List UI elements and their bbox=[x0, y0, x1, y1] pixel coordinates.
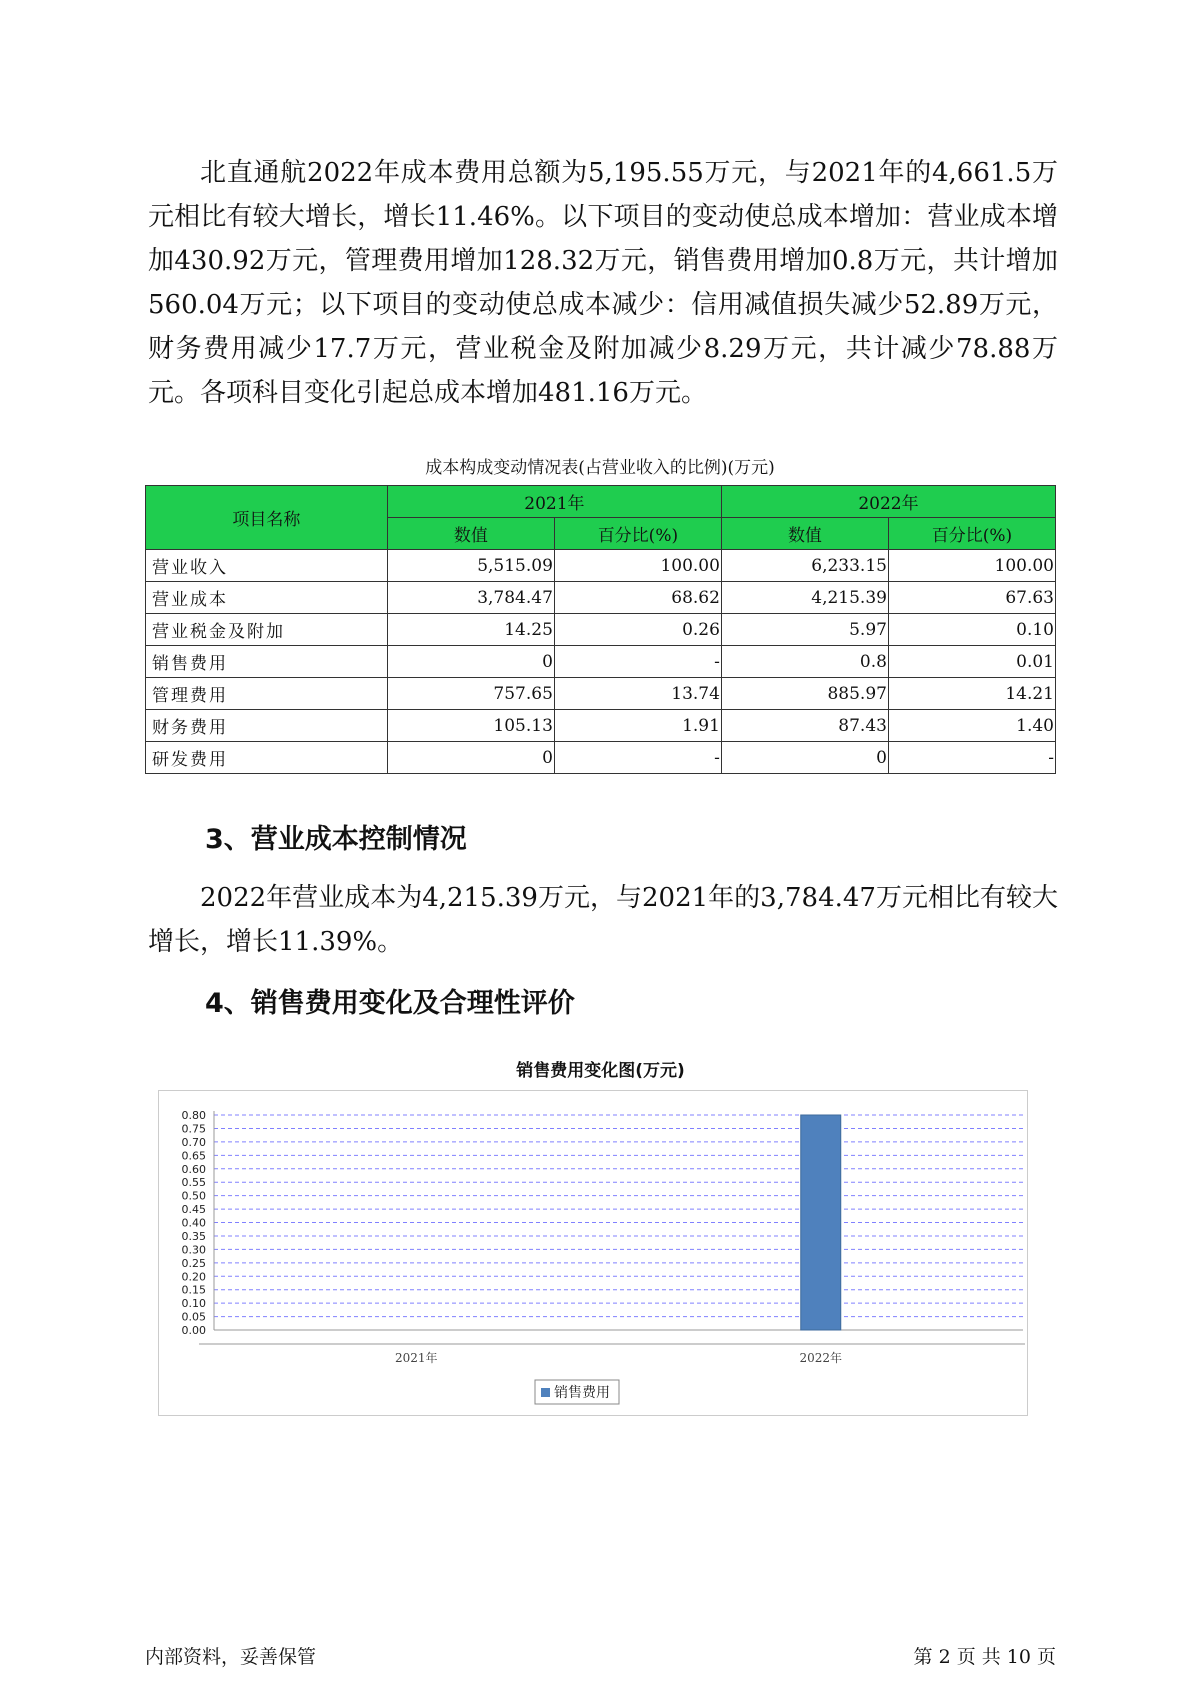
chart-title: 销售费用变化图(万元) bbox=[516, 1061, 685, 1081]
section-heading: 3、营业成本控制情况 bbox=[205, 824, 467, 855]
cell-2021-value: 757.65 bbox=[387, 678, 554, 710]
cell-2022-percent: 0.01 bbox=[888, 646, 1055, 678]
y-tick-label: 0.15 bbox=[181, 1283, 206, 1297]
table-row bbox=[146, 582, 1056, 614]
subheader-value: 数值 bbox=[721, 518, 888, 550]
cell-2021-percent: - bbox=[554, 742, 721, 774]
table-caption: 成本构成变动情况表(占营业收入的比例)(万元) bbox=[425, 458, 775, 478]
cell-2022-percent: 100.00 bbox=[888, 550, 1055, 582]
cell-2022-value: 4,215.39 bbox=[721, 582, 888, 614]
cost-structure-table bbox=[145, 485, 1056, 774]
cell-2022-value: 87.43 bbox=[721, 710, 888, 742]
y-tick-label: 0.40 bbox=[181, 1216, 206, 1230]
y-tick-label: 0.00 bbox=[181, 1324, 206, 1337]
y-tick-label: 0.75 bbox=[181, 1122, 206, 1136]
x-tick-label: 2021年 bbox=[394, 1351, 438, 1365]
cell-2021-value: 0 bbox=[387, 646, 554, 678]
cell-2022-value: 0.8 bbox=[721, 646, 888, 678]
cost-control-paragraph: 2022年营业成本为4,215.39万元，与2021年的3,784.47万元相比有较大增长，增长11.39%。 bbox=[148, 883, 1058, 957]
y-tick-label: 0.25 bbox=[181, 1256, 206, 1270]
cell-2021-value: 105.13 bbox=[387, 710, 554, 742]
analysis-paragraph: 北直通航2022年成本费用总额为5,195.55万元，与2021年的4,661.5万元相比有较大增长，增长11.46%。以下项目的变动使总成本增加：营业成本增加430.92万元，管理费用增加128.32万元，销售费用增加0.8万元，共计增加560.04万元；以下项目的变动使总成本减少：信用减值损失减少52.89万元，财务费用减少17.7万元，营业税金及附加减少8.29万元，共计减少78.88万元。各项科目变化引起总成本增加481.16万元。 bbox=[148, 158, 1058, 408]
col-header-item: 项目名称 bbox=[146, 486, 388, 550]
y-tick-label: 0.30 bbox=[181, 1243, 206, 1257]
cell-2022-percent: 1.40 bbox=[888, 710, 1055, 742]
y-tick-label: 0.80 bbox=[181, 1109, 206, 1122]
subheader-value: 数值 bbox=[387, 518, 554, 550]
subheader-percent: 百分比(%) bbox=[554, 518, 721, 550]
table-row bbox=[146, 710, 1056, 742]
y-tick-label: 0.55 bbox=[181, 1176, 206, 1190]
cell-2021-percent: 13.74 bbox=[554, 678, 721, 710]
y-tick-label: 0.45 bbox=[181, 1203, 206, 1217]
y-tick-label: 0.10 bbox=[181, 1297, 206, 1311]
cell-2022-value: 885.97 bbox=[721, 678, 888, 710]
cell-2022-percent: - bbox=[888, 742, 1055, 774]
cell-2022-percent: 14.21 bbox=[888, 678, 1055, 710]
cell-2021-value: 3,784.47 bbox=[387, 582, 554, 614]
section-heading: 4、销售费用变化及合理性评价 bbox=[205, 988, 575, 1019]
row-label: 研发费用 bbox=[146, 742, 388, 774]
col-header-2021: 2021年 bbox=[387, 486, 721, 518]
y-tick-label: 0.50 bbox=[181, 1189, 206, 1203]
page-number: 第 2 页 共 10 页 bbox=[913, 1646, 1056, 1668]
row-label: 营业税金及附加 bbox=[146, 614, 388, 646]
chart-frame bbox=[159, 1091, 1028, 1416]
legend-label: 销售费用 bbox=[554, 1385, 610, 1401]
bar-2022年 bbox=[801, 1115, 841, 1330]
cell-2022-value: 5.97 bbox=[721, 614, 888, 646]
cell-2021-percent: 0.26 bbox=[554, 614, 721, 646]
row-label: 管理费用 bbox=[146, 678, 388, 710]
cell-2021-percent: 68.62 bbox=[554, 582, 721, 614]
cell-2021-value: 5,515.09 bbox=[387, 550, 554, 582]
table-row bbox=[146, 646, 1056, 678]
y-tick-label: 0.35 bbox=[181, 1229, 206, 1243]
row-label: 财务费用 bbox=[146, 710, 388, 742]
sales-expense-bar-chart bbox=[158, 1090, 1028, 1510]
table-row bbox=[146, 614, 1056, 646]
row-label: 营业收入 bbox=[146, 550, 388, 582]
subheader-percent: 百分比(%) bbox=[888, 518, 1055, 550]
cell-2021-value: 14.25 bbox=[387, 614, 554, 646]
x-tick-label: 2022年 bbox=[799, 1351, 843, 1365]
y-tick-label: 0.05 bbox=[181, 1310, 206, 1324]
cell-2022-value: 6,233.15 bbox=[721, 550, 888, 582]
cell-2021-percent: 1.91 bbox=[554, 710, 721, 742]
table-row bbox=[146, 678, 1056, 710]
cell-2022-percent: 67.63 bbox=[888, 582, 1055, 614]
legend-swatch bbox=[541, 1388, 550, 1397]
table-row bbox=[146, 742, 1056, 774]
row-label: 营业成本 bbox=[146, 582, 388, 614]
footer-confidential-note: 内部资料，妥善保管 bbox=[145, 1646, 317, 1668]
cell-2021-percent: - bbox=[554, 646, 721, 678]
y-tick-label: 0.65 bbox=[181, 1149, 206, 1163]
col-header-2022: 2022年 bbox=[721, 486, 1055, 518]
cell-2021-percent: 100.00 bbox=[554, 550, 721, 582]
cell-2021-value: 0 bbox=[387, 742, 554, 774]
y-tick-label: 0.70 bbox=[181, 1135, 206, 1149]
row-label: 销售费用 bbox=[146, 646, 388, 678]
y-tick-label: 0.20 bbox=[181, 1270, 206, 1284]
table-row bbox=[146, 550, 1056, 582]
cell-2022-percent: 0.10 bbox=[888, 614, 1055, 646]
cell-2022-value: 0 bbox=[721, 742, 888, 774]
y-tick-label: 0.60 bbox=[181, 1162, 206, 1176]
